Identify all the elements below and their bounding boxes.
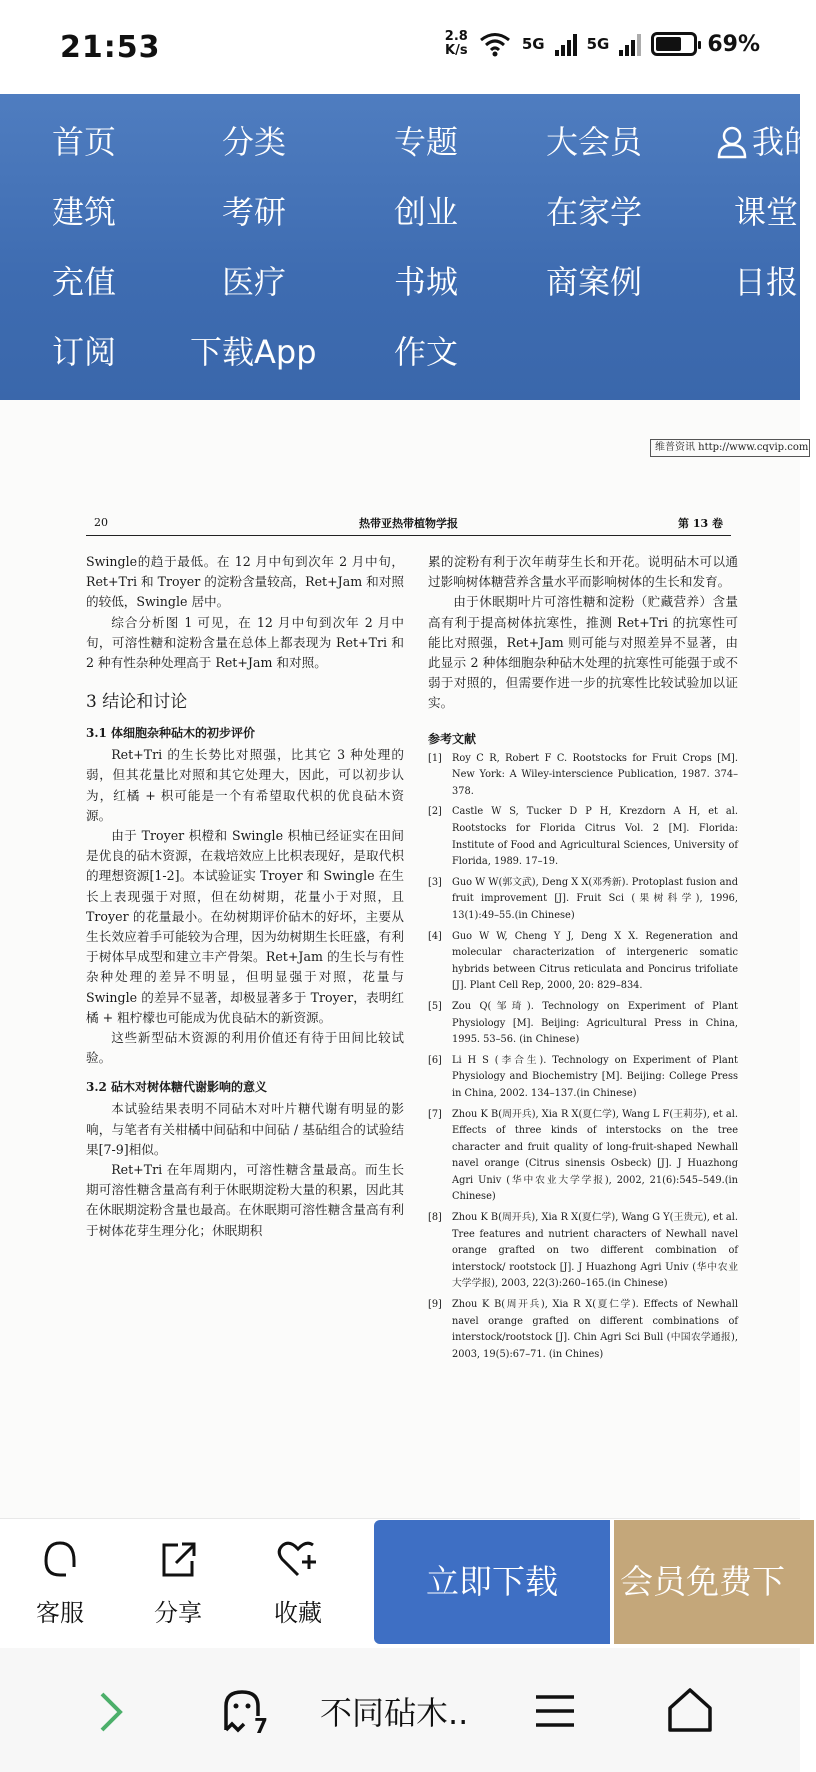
signal-icon-2 (619, 32, 641, 56)
reference-text: Li H S (李合生). Technology on Experiment of Plant Physiology and Biochemistry [M]. Beijing: College Press in China, 2002. 134–137.(in Chinese) (452, 1054, 738, 1099)
paragraph: 综合分析图 1 可见，在 12 月中旬到次年 2 月中旬，可溶性糖和淀粉含量在总体上都表现为 Ret+Tri 和 2 种有性杂种处理高于 Ret+Jam 和对照。 (86, 614, 404, 671)
paragraph: Ret+Tri 在年周期内，可溶性糖含量最高。而生长期可溶性糖含量高有利于休眠期淀粉大量的积累，因此其在休眠期淀粉含量也最高。在休眠期可溶性糖含量高有利于树体花芽生理分化；休眠期积 (86, 1162, 404, 1238)
status-icons (445, 30, 760, 58)
left-column (86, 552, 404, 1241)
paragraph: 累的淀粉有利于次年萌芽生长和开花。说明砧木可以通过影响树体糖营养含量水平而影响树体的生长和发育。 (428, 554, 738, 590)
section-heading: 3 结论和讨论 (86, 692, 188, 713)
reference-text: Castle W S, Tucker D P H, Krezdorn A H, et al. Rootstocks for Florida Citrus Vol. 2 [M]. Florida: Institute of Food and Agricultural Sciences, University of Florida, 1989. 17–19. (452, 806, 738, 868)
nav-bookstore[interactable]: 书城 (394, 263, 459, 301)
tab-count: 7 (254, 1714, 268, 1738)
reference-text: Zhou K B(周开兵), Xia R X(夏仁学), Wang G Y(王贵元), et al. Tree features and nutrient characters of Newhall navel orange grafted on two different combination of interstock/ rootstock [J]. J Huazhong Agri Univ (华中农业大学学报), 2003, 22(3):260–165.(in Chinese) (452, 1212, 738, 1290)
watermark: 维普资讯 http://www.cqvip.com (650, 439, 810, 457)
nav-row-1 (0, 112, 816, 172)
reference-item (428, 1210, 738, 1293)
nav-row-3 (0, 252, 800, 312)
share-label: 分享 (154, 1599, 202, 1627)
reference-item (428, 875, 738, 925)
nav-category[interactable]: 分类 (222, 123, 287, 161)
heart-plus-icon (276, 1539, 320, 1581)
network-label-1: 5G (521, 35, 545, 53)
download-now-button[interactable]: 立即下载 (374, 1520, 610, 1644)
reference-text: Guo W W(郭文武), Deng X X(邓秀新). Protoplast fusion and fruit improvement [J]. Fruit Sci (果树科学), 1996, 13(1):49–55.(in Chinese) (452, 876, 738, 921)
nav-download-app[interactable]: 下载App (190, 333, 317, 371)
reference-list (428, 751, 738, 1364)
paragraph: 由于 Troyer 枳橙和 Swingle 枳柚已经证实在田间是优良的砧木资源，在栽培效应上比枳表现好，是取代枳的理想资源[1-2]。本试验证实 Troyer 和 Swingle 在生长上表现强于对照，但在幼树期，花量小于对照，且 Troyer 的花量最小。在幼树期评价砧木的好坏，主要从生长效应着手可能较为合理，因为幼树期生长旺盛，有利于树体早成型和建立丰产骨架。Ret+Jam 的生长与有性杂种处理的差异不明显，但明显强于对照，花量与 Swingle 的差异不显著，却极显著多于 Troyer，表明红橘 + 粗柠檬也可能成为优良砧木的新资源。 (86, 828, 404, 1025)
service-button[interactable] (20, 1539, 100, 1628)
reference-number: [4] (428, 930, 442, 942)
reference-number: [2] (428, 806, 442, 818)
vip-free-download-button[interactable]: 会员免费下 (614, 1520, 814, 1644)
reference-item (428, 929, 738, 995)
right-column (428, 552, 738, 1367)
nav-home[interactable]: 首页 (52, 123, 117, 161)
reference-item (428, 1053, 738, 1103)
page-title-tab[interactable]: 不同砧木.. (320, 1694, 469, 1732)
nav-architecture[interactable]: 建筑 (52, 193, 117, 231)
nav-classroom[interactable]: 课堂 (734, 193, 799, 231)
menu-icon[interactable] (534, 1694, 576, 1728)
reference-number: [6] (428, 1054, 442, 1066)
nav-postgrad[interactable]: 考研 (222, 193, 287, 231)
nav-topic[interactable]: 专题 (394, 123, 459, 161)
paragraph: Swingle的趋于最低。在 12 月中旬到次年 2 月中旬，Ret+Tri 和 Troyer 的淀粉含量较高，Ret+Jam 和对照的较低，Swingle 居中。 (86, 554, 404, 610)
reference-text: Zhou K B(周开兵), Xia R X(夏仁学), Wang L F(王莉芬), et al. Effects of three kinds of interstocks on the tree character and fruit quality of long-fruit-shaped Newhall navel orange (Citrus sinensis Osbeck) [J]. J Huazhong Agri Univ (华中农业大学学报), 2002, 21(6):545–549.(in Chinese) (452, 1108, 738, 1203)
journal-title: 热带亚热带植物学报 (359, 517, 458, 530)
reference-number: [1] (428, 752, 442, 764)
network-label-2: 5G (586, 35, 610, 53)
nav-vip[interactable]: 大会员 (546, 123, 643, 161)
reference-number: [9] (428, 1299, 442, 1311)
headset-icon (40, 1539, 80, 1581)
reference-item (428, 1297, 738, 1363)
nav-study-home[interactable]: 在家学 (546, 193, 643, 231)
nav-mine[interactable] (716, 112, 816, 172)
document-page[interactable] (0, 400, 809, 1518)
nav-row-2 (0, 182, 800, 242)
tabs-button[interactable] (220, 1686, 270, 1736)
reference-number: [8] (428, 1212, 442, 1224)
paragraph: Ret+Tri 的生长势比对照强，比其它 3 种处理的弱，但其花量比对照和其它处理大，因此，可以初步认为，红橘 + 枳可能是一个有希望取代枳的优良砧木资源。 (86, 747, 404, 823)
reference-text: Zhou K B(周开兵), Xia R X(夏仁学). Effects of Newhall navel orange grafted on different combinations of interstock/rootstock [J]. Chin Agri Sci Bull (中国农学通报), 2003, 19(5):67–71. (in Chines) (452, 1299, 738, 1360)
nav-startup[interactable]: 创业 (394, 193, 459, 231)
signal-icon-1 (555, 32, 577, 56)
reference-text: Zou Q(邹琦). Technology on Experiment of Plant Physiology [M]. Beijing: Agricultural Press in China, 1995. 53–56. (in Chinese) (452, 1000, 738, 1046)
section-heading: 3.2 砧木对树体糖代谢影响的意义 (86, 1080, 268, 1095)
paragraph: 由于休眠期叶片可溶性糖和淀粉（贮藏营养）含量高有利于提高树体抗寒性，推测 Ret+Tri 的抗寒性可能比对照强，Ret+Jam 则可能与对照差异不显著，由此显示 2 种体细胞杂种砧木处理的抗寒性可能强于或不弱于对照的，但需要作进一步的抗寒性比较试验加以证实。 (428, 594, 738, 711)
reference-number: [5] (428, 1000, 442, 1012)
reference-item (428, 1107, 738, 1207)
running-header (86, 510, 731, 536)
nav-row-4 (0, 322, 800, 382)
references-title: 参考文献 (428, 731, 477, 746)
forward-icon[interactable] (96, 1690, 126, 1734)
favorite-button[interactable] (258, 1539, 338, 1628)
nav-daily[interactable]: 日报 (734, 263, 799, 301)
paragraph: 这些新型砧木资源的利用价值还有待于田间比较试验。 (86, 1030, 404, 1066)
battery-percent: 69% (707, 31, 760, 57)
reference-number: [7] (428, 1108, 442, 1120)
paragraph: 本试验结果表明不同砧木对叶片糖代谢有明显的影响，与笔者有关柑橘中间砧和中间砧 / 基砧组合的试验结果[7-9]相似。 (86, 1101, 404, 1157)
net-speed: 2.8 K/s (444, 29, 468, 58)
page-number: 20 (94, 516, 108, 529)
reference-number: [3] (428, 876, 442, 888)
nav-business-cases[interactable]: 商案例 (546, 263, 643, 301)
reference-text: Roy C R, Robert F C. Rootstocks for Fruit Crops [M]. New York: A Wiley-interscience Publication, 1987. 374–378. (452, 752, 738, 797)
nav-medical[interactable]: 医疗 (222, 263, 287, 301)
reference-text: Guo W W, Cheng Y J, Deng X X. Regeneration and molecular characterization of intergeneric somatic hybrids between Citrus reticulata and Poncirus trifoliate [J]. Plant Cell Rep, 2000, 20: 829–834. (452, 930, 738, 992)
status-time: 21:53 (60, 30, 161, 65)
section-heading: 3.1 体细胞杂种砧木的初步评价 (86, 726, 256, 741)
nav-essay[interactable]: 作文 (394, 333, 459, 371)
nav-mine-label: 我的 (752, 123, 816, 161)
battery-icon (651, 32, 697, 56)
service-label: 客服 (36, 1599, 84, 1627)
share-button[interactable] (138, 1539, 218, 1628)
nav-subscribe[interactable]: 订阅 (52, 333, 117, 371)
category-nav (0, 94, 816, 400)
user-icon (716, 125, 748, 159)
volume-label: 第 13 卷 (678, 517, 723, 530)
wifi-icon (478, 31, 512, 57)
right-column-body (428, 552, 738, 714)
nav-recharge[interactable]: 充值 (52, 263, 117, 301)
home-icon[interactable] (666, 1686, 714, 1734)
share-icon (158, 1539, 198, 1581)
favorite-label: 收藏 (274, 1599, 322, 1627)
reference-item (428, 804, 738, 870)
reference-item (428, 999, 738, 1049)
reference-item (428, 751, 738, 801)
status-bar (0, 0, 800, 94)
browser-toolbar (0, 1648, 800, 1772)
